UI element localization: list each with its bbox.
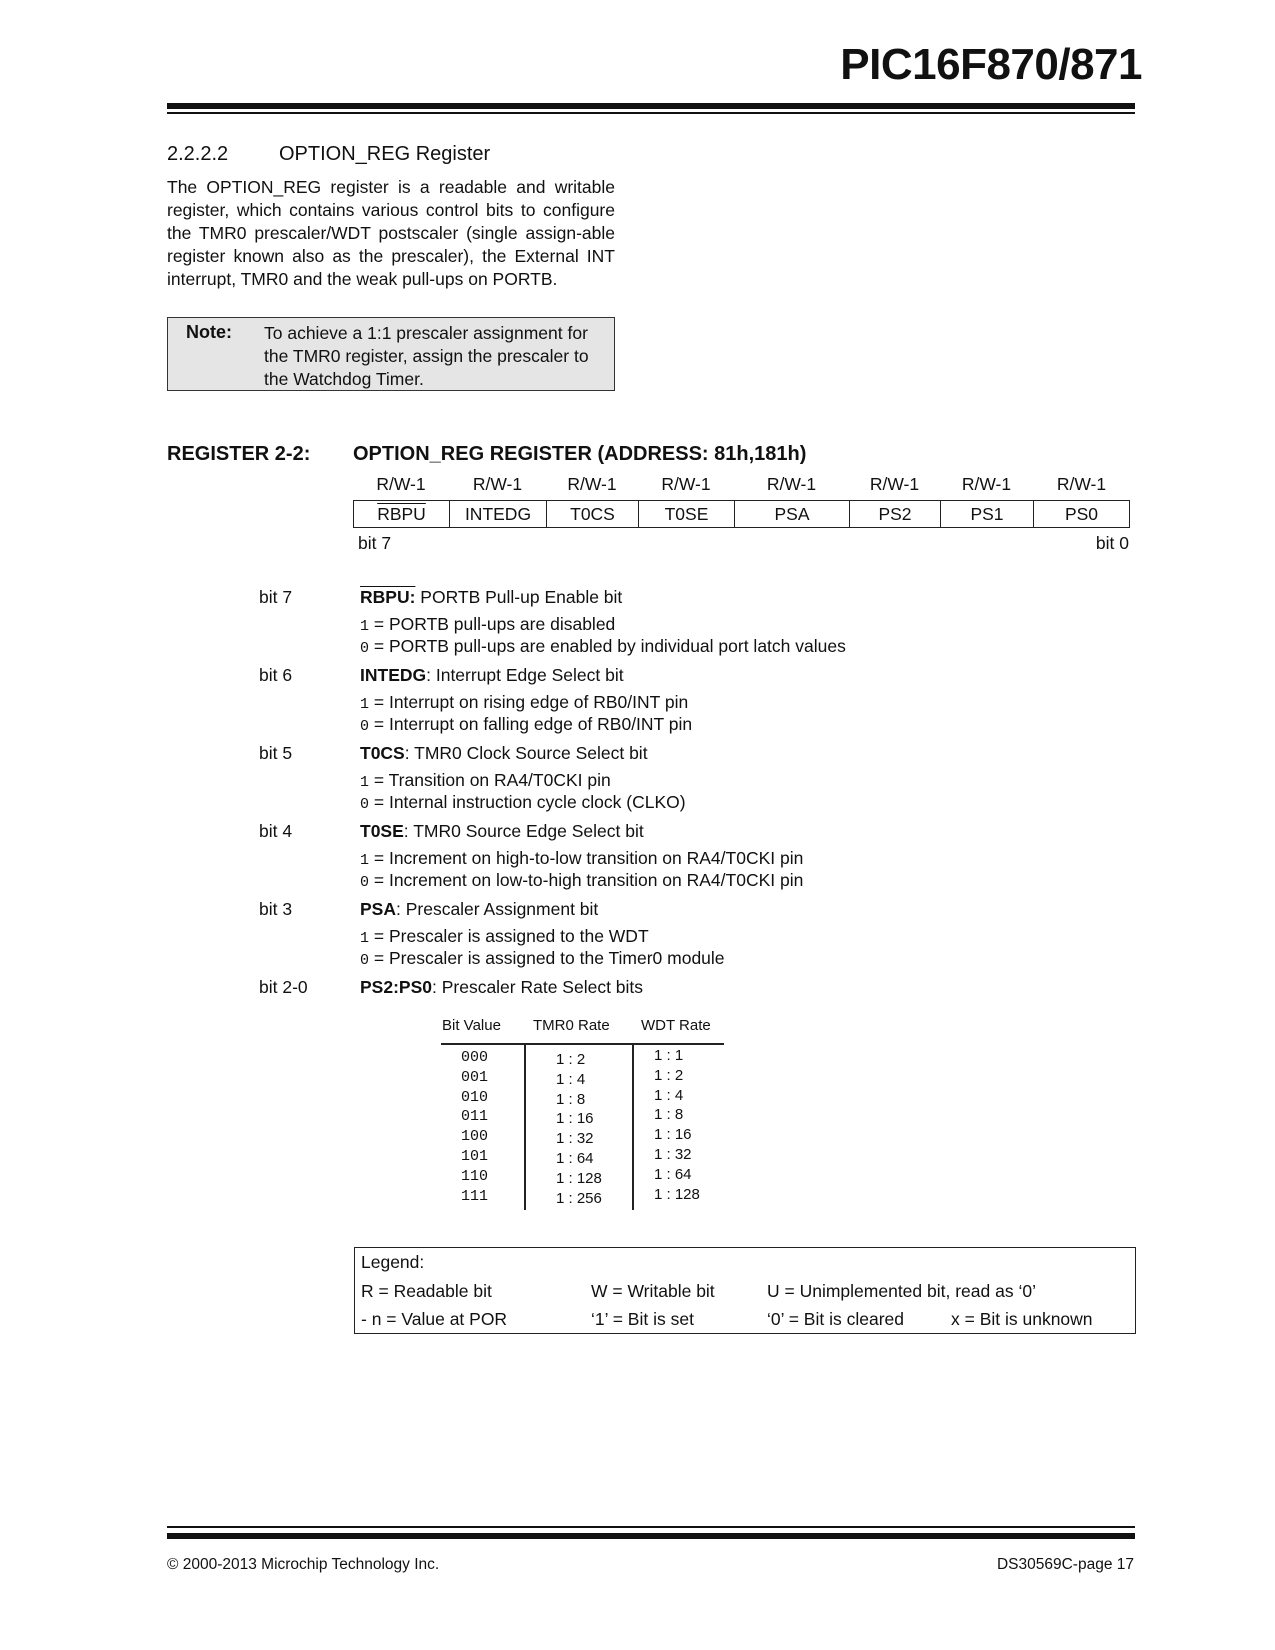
bit4-line-1 bbox=[360, 848, 803, 869]
bit6-line-1 bbox=[360, 692, 688, 713]
ps-wdt-rate: 1 : 1 bbox=[654, 1047, 684, 1064]
bit4-val-1: 1 bbox=[360, 852, 370, 869]
register-title: OPTION_REG REGISTER (ADDRESS: 81h,181h) bbox=[353, 443, 807, 465]
note-text: To achieve a 1:1 prescaler assignment for the TMR0 register, assign the prescaler to the Watchdog Timer. bbox=[264, 323, 589, 389]
access-bit1: R/W-1 bbox=[961, 474, 1012, 494]
bit7-heading bbox=[360, 587, 622, 608]
bit6-heading bbox=[360, 665, 624, 686]
bit2-0-name: PS2:PS0 bbox=[360, 977, 432, 997]
bit-cell-3: PSA bbox=[735, 501, 850, 528]
bit4-val-0: 0 bbox=[360, 874, 370, 891]
ps-wdt-rate: 1 : 4 bbox=[654, 1086, 684, 1104]
ps-bit-value: 001 bbox=[461, 1068, 489, 1086]
ps-bit-value: 000 bbox=[461, 1049, 489, 1066]
bit3-tag: bit 3 bbox=[259, 899, 293, 919]
bit5-line-1 bbox=[360, 770, 611, 791]
register-bits-table bbox=[353, 500, 1130, 528]
ps-wdt-rates bbox=[654, 1046, 700, 1204]
ps-tmr0-rate: 1 : 4 bbox=[556, 1070, 586, 1088]
bit-cell-1: PS1 bbox=[941, 501, 1034, 528]
bit5-text-1: = Transition on RA4/T0CKI pin bbox=[369, 770, 611, 790]
bit4-text-0: = Increment on low-to-high transition on RA4/T0CKI pin bbox=[369, 870, 804, 890]
bit7-text-0: = PORTB pull-ups are enabled by individual port latch values bbox=[369, 636, 846, 656]
bit3-line-1 bbox=[360, 926, 649, 947]
ps-tmr0-rate: 1 : 2 bbox=[556, 1051, 586, 1068]
ps-wdt-rate: 1 : 2 bbox=[654, 1066, 684, 1084]
legend-readable: R = Readable bit bbox=[361, 1281, 492, 1301]
ps-bit-value: 101 bbox=[461, 1147, 489, 1165]
bit-cell-6: INTEDG bbox=[450, 501, 547, 528]
access-bit4: R/W-1 bbox=[661, 474, 711, 494]
bit4-tag: bit 4 bbox=[259, 821, 293, 841]
bit4-text-1: = Increment on high-to-low transition on RA4/T0CKI pin bbox=[369, 848, 804, 868]
access-bit2: R/W-1 bbox=[869, 474, 920, 494]
ps-bit-value: 111 bbox=[461, 1187, 489, 1205]
bit6-val-1: 1 bbox=[360, 696, 370, 713]
bit7-tag: bit 7 bbox=[259, 587, 293, 607]
bit6-text-1: = Interrupt on rising edge of RB0/INT pin bbox=[369, 692, 689, 712]
bit4-name: T0SE bbox=[360, 821, 404, 841]
ps-tmr0-rate: 1 : 16 bbox=[556, 1110, 594, 1128]
bit7-text-1: = PORTB pull-ups are disabled bbox=[369, 614, 616, 634]
legend-box bbox=[354, 1247, 1136, 1334]
ps-bit-value: 010 bbox=[461, 1088, 489, 1106]
access-bit7: R/W-1 bbox=[376, 474, 426, 494]
bit7-line-0 bbox=[360, 636, 846, 657]
register-access-row bbox=[353, 474, 1135, 498]
header-rule-thin bbox=[167, 112, 1135, 114]
ps-col-divider-2 bbox=[632, 1045, 634, 1210]
ps-bit-value: 100 bbox=[461, 1128, 489, 1146]
msb-label: bit 7 bbox=[358, 533, 392, 553]
bit-name-rbpu: RBPU bbox=[377, 503, 426, 524]
legend-unimplemented: U = Unimplemented bit, read as ‘0’ bbox=[767, 1281, 1036, 1301]
bit6-text-0: = Interrupt on falling edge of RB0/INT pin bbox=[369, 714, 693, 734]
ps-bit-value: 011 bbox=[461, 1108, 489, 1126]
access-bit5: R/W-1 bbox=[567, 474, 617, 494]
bit-cell-2: PS2 bbox=[850, 501, 941, 528]
bit4-heading bbox=[360, 821, 644, 842]
bit7-line-1 bbox=[360, 614, 615, 635]
ps-tmr0-rate: 1 : 64 bbox=[556, 1149, 594, 1167]
legend-bit-unknown: x = Bit is unknown bbox=[951, 1309, 1093, 1329]
legend-bit-cleared: ‘0’ = Bit is cleared bbox=[767, 1309, 904, 1329]
bit6-tag: bit 6 bbox=[259, 665, 293, 685]
section-number: 2.2.2.2 bbox=[167, 143, 229, 165]
bit3-line-0 bbox=[360, 948, 725, 969]
bit5-text-0: = Internal instruction cycle clock (CLKO) bbox=[369, 792, 686, 812]
ps-wdt-rate: 1 : 16 bbox=[654, 1126, 692, 1144]
legend-title: Legend: bbox=[361, 1252, 425, 1272]
ps-tmr0-rate: 1 : 32 bbox=[556, 1130, 594, 1148]
bit5-desc: : TMR0 Clock Source Select bit bbox=[404, 743, 648, 763]
ps-wdt-rate: 1 : 32 bbox=[654, 1145, 692, 1163]
ps-tmr0-rate: 1 : 8 bbox=[556, 1090, 586, 1108]
legend-writable: W = Writable bit bbox=[591, 1281, 715, 1301]
bit2-0-tag: bit 2-0 bbox=[259, 977, 308, 997]
bit6-desc: : Interrupt Edge Select bit bbox=[426, 665, 624, 685]
bit3-text-0: = Prescaler is assigned to the Timer0 module bbox=[369, 948, 725, 968]
ps-tmr0-rate: 1 : 128 bbox=[556, 1169, 602, 1187]
bit5-name: T0CS bbox=[360, 743, 405, 763]
page-header-title: PIC16F870/871 bbox=[840, 40, 1142, 89]
register-label: REGISTER 2-2: bbox=[167, 443, 311, 465]
legend-por: - n = Value at POR bbox=[361, 1309, 508, 1329]
bit4-desc: : TMR0 Source Edge Select bit bbox=[403, 821, 644, 841]
ps-bit-values bbox=[461, 1048, 488, 1206]
bit7-name: RBPU: bbox=[360, 587, 416, 607]
bit5-val-1: 1 bbox=[360, 774, 370, 791]
bit3-val-0: 0 bbox=[360, 952, 370, 969]
bit5-val-0: 0 bbox=[360, 796, 370, 813]
bit5-tag: bit 5 bbox=[259, 743, 293, 763]
ps-wdt-rate: 1 : 8 bbox=[654, 1106, 684, 1124]
ps-col-divider-1 bbox=[524, 1045, 526, 1210]
access-bit3: R/W-1 bbox=[766, 474, 817, 494]
header-rule-thick bbox=[167, 103, 1135, 109]
ps-bit-value: 110 bbox=[461, 1167, 489, 1185]
ps-tmr0-rates bbox=[556, 1050, 602, 1208]
ps-header-rule bbox=[441, 1043, 724, 1045]
bit4-line-0 bbox=[360, 870, 803, 891]
bit7-val-0: 0 bbox=[360, 640, 370, 657]
bit6-line-0 bbox=[360, 714, 692, 735]
lsb-label: bit 0 bbox=[1095, 533, 1129, 553]
bit5-line-0 bbox=[360, 792, 686, 813]
legend-bit-set: ‘1’ = Bit is set bbox=[591, 1309, 694, 1329]
bit3-val-1: 1 bbox=[360, 930, 370, 947]
bit-cell-0: PS0 bbox=[1034, 501, 1130, 528]
bit3-name: PSA bbox=[360, 899, 396, 919]
bit-cell-7 bbox=[354, 501, 450, 528]
bit7-val-1: 1 bbox=[360, 618, 370, 635]
bit5-heading bbox=[360, 743, 648, 764]
access-bit0: R/W-1 bbox=[1056, 474, 1107, 494]
bit6-val-0: 0 bbox=[360, 718, 370, 735]
bit3-desc: : Prescaler Assignment bit bbox=[395, 899, 599, 919]
ps-header-wdt-rate: WDT Rate bbox=[641, 1017, 711, 1034]
footer-rule-thick bbox=[167, 1533, 1135, 1539]
footer-copyright: © 2000-2013 Microchip Technology Inc. bbox=[167, 1556, 440, 1573]
bit2-0-desc: : Prescaler Rate Select bits bbox=[431, 977, 644, 997]
ps-header-bit-value: Bit Value bbox=[442, 1017, 501, 1034]
note-label: Note: bbox=[186, 322, 232, 342]
section-title: OPTION_REG Register bbox=[279, 143, 491, 165]
bit3-text-1: = Prescaler is assigned to the WDT bbox=[369, 926, 649, 946]
section-body: The OPTION_REG register is a readable and writable register, which contains various control bits to configure the TMR0 prescaler/WDT postscaler (single assign-able register known also as the prescaler), the External INT interrupt, TMR0 and the weak pull-ups on PORTB. bbox=[167, 177, 615, 289]
bit2-0-heading bbox=[360, 977, 643, 998]
bit6-name: INTEDG bbox=[360, 665, 427, 685]
ps-wdt-rate: 1 : 64 bbox=[654, 1165, 692, 1183]
note-box bbox=[167, 317, 615, 391]
access-bit6: R/W-1 bbox=[472, 474, 523, 494]
bit-cell-5: T0CS bbox=[547, 501, 639, 528]
ps-tmr0-rate: 1 : 256 bbox=[556, 1189, 602, 1207]
bit3-heading bbox=[360, 899, 598, 920]
bit-cell-4: T0SE bbox=[639, 501, 735, 528]
ps-header-tmr0-rate: TMR0 Rate bbox=[533, 1017, 610, 1034]
bit7-desc: PORTB Pull-up Enable bit bbox=[415, 587, 623, 607]
ps-wdt-rate: 1 : 128 bbox=[654, 1185, 700, 1203]
footer-page-number: DS30569C-page 17 bbox=[996, 1556, 1134, 1573]
footer-rule-thin bbox=[167, 1526, 1135, 1528]
